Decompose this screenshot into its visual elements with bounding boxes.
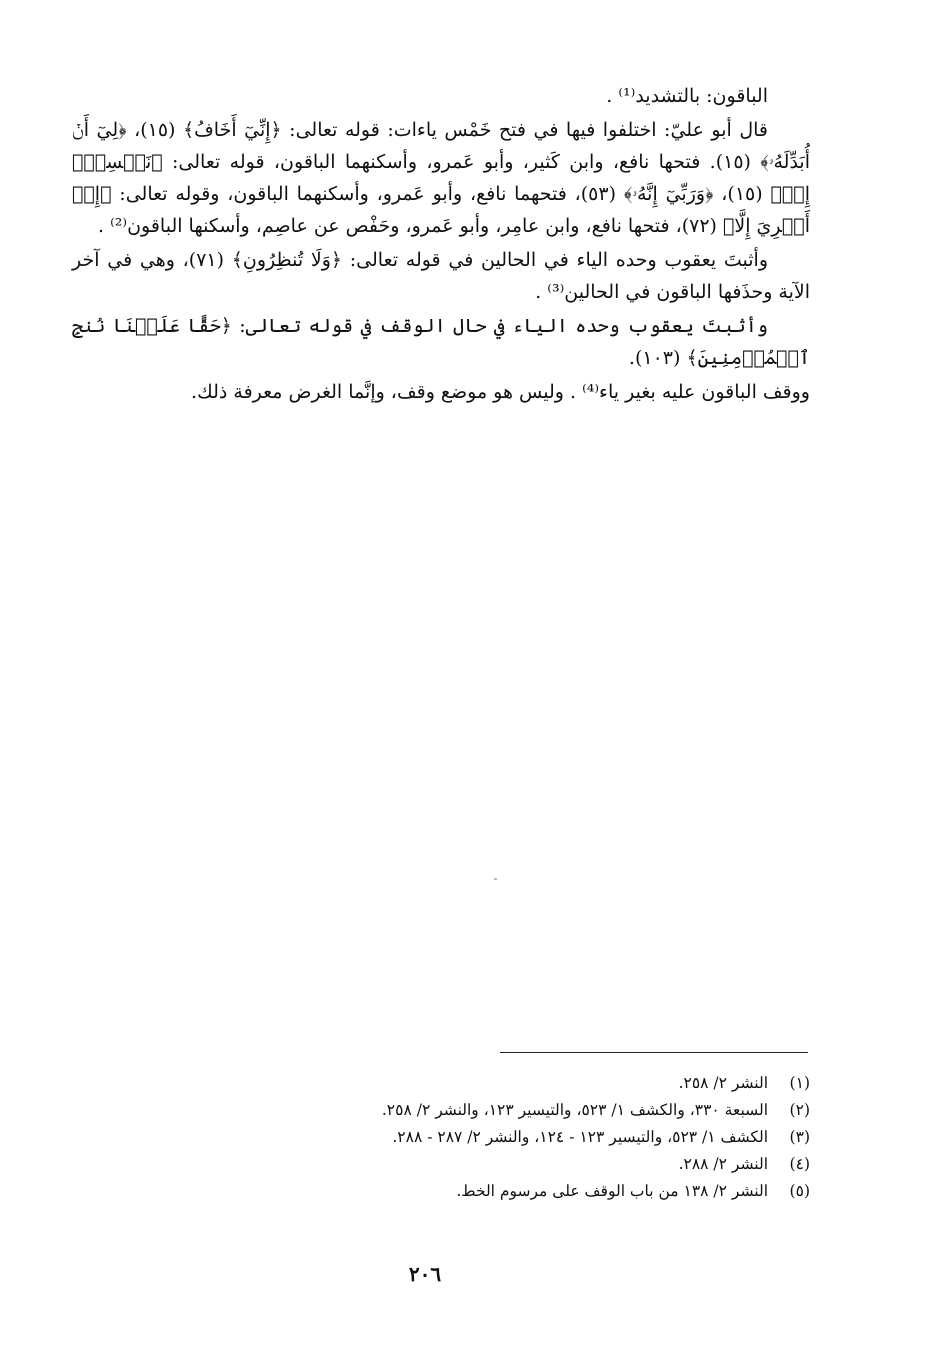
footnote-separator [500, 1052, 808, 1053]
scan-speck [494, 878, 497, 880]
footnote-text: النشر ٢/ ٢٨٨. [678, 1155, 768, 1173]
paragraph-5: ووقف الباقون عليه بغير ياء⁽⁴⁾ . وليس هو موضع وقف، وإنَّما الغرض معرفة ذلك. [191, 381, 810, 403]
footnotes [100, 1070, 810, 1205]
paragraph-4: وأثبتَ يعقوب وحده الياء في حال الوقف في قوله تعالى: ﴿حَقًّا عَلَيۡنَا نُنجِ ٱلۡمُؤۡمِنِينَ﴾ (١٠٣). [72, 315, 810, 369]
footnote-5 [100, 1178, 810, 1205]
footnote-1 [100, 1070, 810, 1097]
footnote-text: النشر ٢/ ١٣٨ من باب الوقف على مرسوم الخط. [456, 1182, 768, 1200]
paragraph-2: قال أبو عليّ: اختلفوا فيها في فتح خَمْس ياءات: قوله تعالى: ﴿إِنِّيٓ أَخَافُ﴾ (١٥)، ﴿لِيٓ أَنۡ أُبَدِّلَهُۥ﴾ (١٥). فتحها نافع، وابن كَثير، وأبو عَمرو، وأسكنهما الباقون، قوله تعالى: ﴿نَفۡسِيٓۖ إِنۡ﴾ (١٥)، ﴿وَرَبِّيٓ إِنَّهُۥ﴾ (٥٣)، فتحهما نافع، وأبو عَمرو، وأسكنهما الباقون، وقوله تعالى: ﴿إِنۡ أَجۡرِيَ إِلَّا﴾ (٧٢)، فتحها نافع، وابن عامِر، وأبو عَمرو، وحَفْص عن عاصِم، وأسكنها الباقون⁽²⁾ . [72, 119, 811, 237]
footnote-number: (١) [789, 1074, 810, 1092]
footnote-text: السبعة ٣٣٠، والكشف ١/ ٥٢٣، والتيسير ١٢٣، والنشر ٢/ ٢٥٨. [381, 1101, 768, 1119]
footnote-number: (٥) [789, 1182, 810, 1200]
main-text [72, 80, 810, 410]
page-number: ٢٠٦ [408, 1262, 442, 1286]
footnote-number: (٢) [789, 1101, 810, 1119]
footnote-text: النشر ٢/ ٢٥٨. [678, 1074, 768, 1092]
footnote-text: الكشف ١/ ٥٢٣، والتيسير ١٢٣ - ١٢٤، والنشر ٢/ ٢٨٧ - ٢٨٨. [392, 1128, 768, 1146]
footnote-number: (٤) [789, 1155, 810, 1173]
footnote-number: (٣) [789, 1128, 810, 1146]
footnote-3 [100, 1124, 810, 1151]
paragraph-3: وأثبتَ يعقوب وحده الياء في الحالين في قوله تعالى: ﴿وَلَا تُنظِرُونِ﴾ (٧١)، وهي في آخر الآية وحذَفها الباقون في الحالين⁽³⁾ . [72, 249, 810, 303]
footnote-4 [100, 1151, 810, 1178]
paragraph-1: الباقون: بالتشديد⁽¹⁾ . [606, 85, 768, 107]
footnote-2 [100, 1097, 810, 1124]
